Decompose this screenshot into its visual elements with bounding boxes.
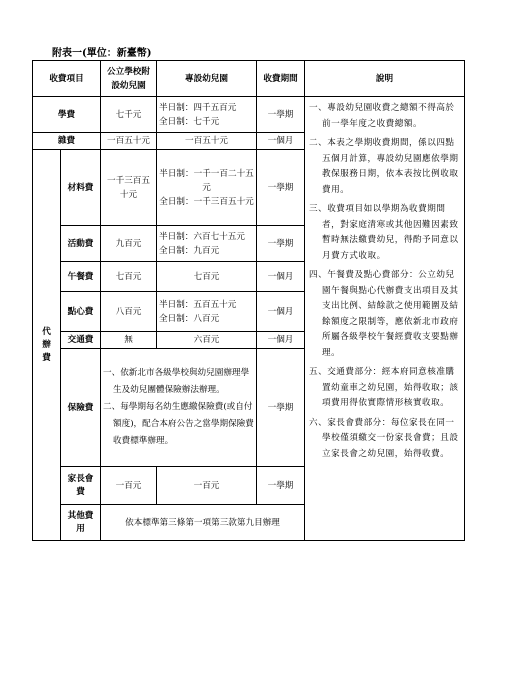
parents-period: 一學期 <box>257 467 305 505</box>
group-label-cell <box>33 150 61 541</box>
lunch-private: 七百元 <box>157 262 257 292</box>
activity-public: 九百元 <box>101 226 157 262</box>
header-period: 收費期間 <box>257 61 305 97</box>
fee-table <box>32 60 465 541</box>
insurance-item-1: 一、依新北市各級學校與幼兒園辦理學生及幼兒團體保險辦法辦理。 <box>103 368 250 395</box>
transport-name: 交通費 <box>61 332 101 349</box>
tuition-period: 一學期 <box>257 97 305 133</box>
insurance-item-2: 二、每學期每名幼生應繳保險費(或自付額度)，配合本府公告之當學期保險費收費標準辦理。 <box>103 402 254 446</box>
materials-private <box>157 150 257 226</box>
header-row <box>33 61 465 97</box>
tuition-public: 七千元 <box>101 97 157 133</box>
lunch-public: 七百元 <box>101 262 157 292</box>
parents-name-text: 家長會費 <box>67 473 94 497</box>
note-1: 一、專設幼兒園收費之總額不得高於前一學年度之收費總額。 <box>309 103 455 129</box>
notes-cell <box>305 97 465 541</box>
note-4: 四、午餐費及點心費部分：公立幼兒園午餐與點心代辦費支出項目及其支出比例、結餘款之使用範圍及結餘額度之限制等，應依新北市政府所屬各級學校午餐經費收支要點辦理。 <box>309 270 459 358</box>
tuition-private-half: 半日制：四千五百元 <box>159 102 237 113</box>
transport-public: 無 <box>101 332 157 349</box>
header-private: 專設幼兒園 <box>157 61 257 97</box>
note-3: 三、收費項目如以學期為收費期間者，對家庭清寒或其他因難因素致暫時無法繳費幼兒，得酌予同意以月費方式收取。 <box>309 204 459 261</box>
parents-name <box>61 467 101 505</box>
activity-private-half: 半日制：六百七十五元 <box>159 231 245 242</box>
parents-public: 一百元 <box>101 467 157 505</box>
misc-public: 一百五十元 <box>101 133 157 150</box>
lunch-period: 一個月 <box>257 262 305 292</box>
other-name-text: 其他費用 <box>67 510 94 534</box>
materials-period: 一學期 <box>257 150 305 226</box>
row-tuition <box>33 97 465 133</box>
header-public <box>101 61 157 97</box>
snack-public: 八百元 <box>101 292 157 332</box>
misc-name: 雜費 <box>33 133 101 150</box>
table-caption: 附表一(單位：新臺幣) <box>52 48 152 59</box>
transport-private: 六百元 <box>157 332 257 349</box>
tuition-private <box>157 97 257 133</box>
insurance-body <box>101 349 257 467</box>
activity-private <box>157 226 257 262</box>
snack-private-full: 全日制：八百元 <box>159 313 220 324</box>
other-text: 依本標準第三條第一項第三款第九目辦理 <box>101 505 305 541</box>
parents-private: 一百元 <box>157 467 257 505</box>
materials-private-half: 半日制：一千一百二十五元 <box>159 168 254 193</box>
header-public-line1: 公立學校附 <box>107 66 150 77</box>
materials-public: 一千三百五十元 <box>101 150 157 226</box>
other-name <box>61 505 101 541</box>
note-2: 二、本表之學期收費期間，係以四點五個月計算，專設幼兒園應依學期教保服務日期，依本表按比例收取費用。 <box>309 138 459 195</box>
header-public-line2: 設幼兒園 <box>111 80 146 91</box>
misc-private: 一百五十元 <box>157 133 257 150</box>
activity-name: 活動費 <box>61 226 101 262</box>
lunch-name: 午餐費 <box>61 262 101 292</box>
activity-period: 一學期 <box>257 226 305 262</box>
activity-private-full: 全日制：九百元 <box>159 245 220 256</box>
insurance-period: 一學期 <box>257 349 305 467</box>
tuition-private-full: 全日制：七千元 <box>159 116 220 127</box>
misc-period: 一個月 <box>257 133 305 150</box>
snack-name: 點心費 <box>61 292 101 332</box>
materials-name: 材料費 <box>61 150 101 226</box>
snack-private-half: 半日制：五百五十元 <box>159 299 237 310</box>
tuition-name: 學費 <box>33 97 101 133</box>
header-notes: 說明 <box>305 61 465 97</box>
note-6: 六、家長會費部分：每位家長在同一學校僅須繳交一份家長會費；且設立家長會之幼兒園，始得收費。 <box>309 417 459 459</box>
note-5: 五、交通費部分：經本府同意核准購置幼童車之幼兒園，始得收取；該項費用得依實際情形核實收取。 <box>309 367 459 408</box>
insurance-name: 保險費 <box>61 349 101 467</box>
header-item: 收費項目 <box>33 61 101 97</box>
group-label: 代辦費 <box>42 326 51 363</box>
materials-private-full: 全日制：一千三百五十元 <box>159 196 254 207</box>
snack-period: 一個月 <box>257 292 305 332</box>
transport-period: 一個月 <box>257 332 305 349</box>
snack-private <box>157 292 257 332</box>
